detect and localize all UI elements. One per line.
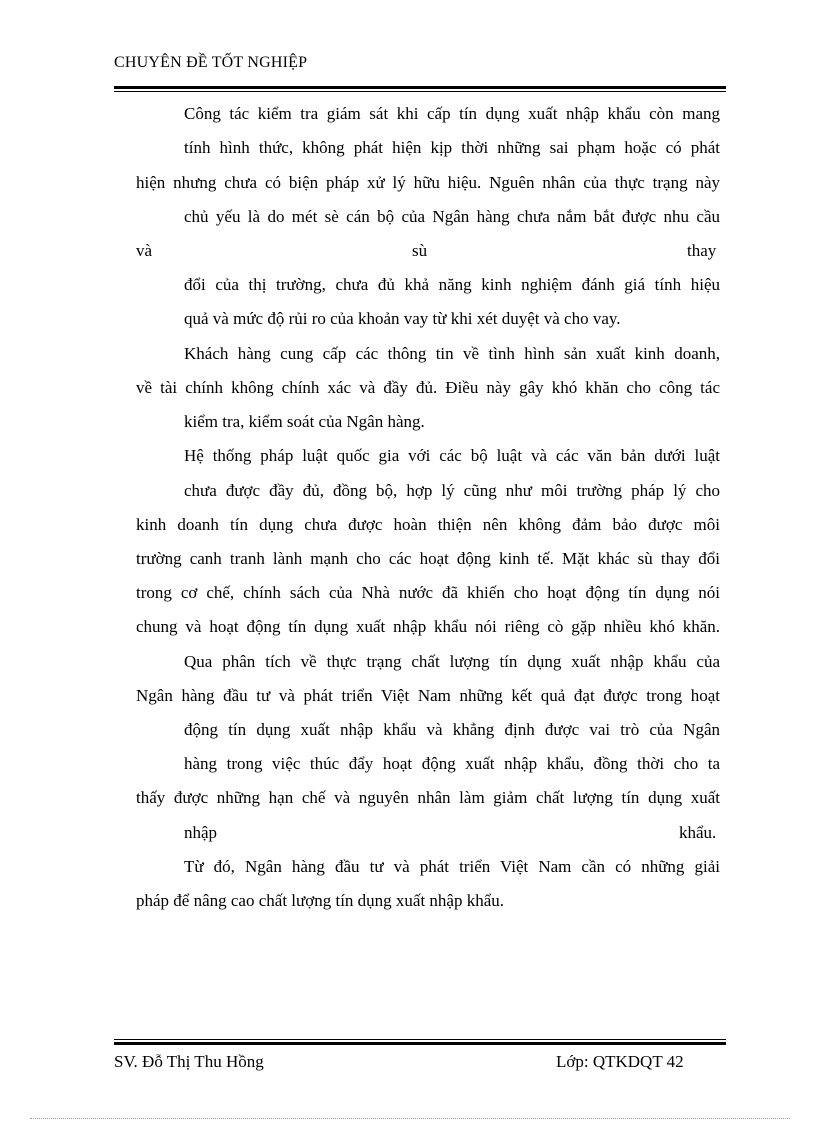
text-line: động tín dụng xuất nhập khẩu và khẳng định được vai trò của Ngân bbox=[184, 720, 720, 739]
text-line: thấy được những hạn chế và nguyên nhân làm giảm chất lượng tín dụng xuất bbox=[136, 788, 720, 807]
text-line: Ngân hàng đầu tư và phát triển Việt Nam những kết quả đạt được trong hoạt bbox=[136, 686, 720, 705]
text-line: Qua phân tích về thực trạng chất lượng tín dụng xuất nhập khẩu của bbox=[184, 652, 720, 671]
text-line: quả và mức độ rủi ro của khoản vay từ khi xét duyệt và cho vay. bbox=[184, 309, 621, 328]
footer-class: Lớp: QTKDQT 42 bbox=[556, 1052, 684, 1071]
page-edge-divider bbox=[30, 1118, 790, 1119]
text-line: đổi của thị trường, chưa đủ khả năng kinh nghiệm đánh giá tính hiệu bbox=[184, 275, 720, 294]
text-line: chưa được đầy đủ, đồng bộ, hợp lý cũng như môi trường pháp lý cho bbox=[184, 481, 720, 500]
footer-student-name: SV. Đỗ Thị Thu Hồng bbox=[114, 1052, 264, 1071]
text-line: hàng trong việc thúc đẩy hoạt động xuất nhập khẩu, đồng thời cho ta bbox=[184, 754, 720, 773]
text-line: và bbox=[136, 241, 153, 260]
text-line: kinh doanh tín dụng chưa được hoàn thiện nên không đảm bảo được môi bbox=[136, 515, 720, 534]
text-line: pháp để nâng cao chất lượng tín dụng xuất nhập khẩu. bbox=[136, 891, 505, 910]
text-line: Hệ thống pháp luật quốc gia với các bộ luật và các văn bản dưới luật bbox=[184, 446, 720, 465]
text-line: trường canh tranh lành mạnh cho các hoạt động kinh tế. Mặt khác sù thay đổi bbox=[136, 549, 720, 568]
text-line: nhập bbox=[184, 823, 218, 842]
text-line: Từ đó, Ngân hàng đầu tư và phát triển Việt Nam cần có những giải bbox=[184, 857, 720, 876]
text-line: chung và hoạt động tín dụng xuất nhập khẩu nói riêng cò gặp nhiều khó khăn. bbox=[136, 617, 720, 636]
footer-rule bbox=[114, 1039, 726, 1045]
text-line: kiểm tra, kiểm soát của Ngân hàng. bbox=[184, 412, 425, 431]
header-rule bbox=[114, 86, 726, 92]
text-line: Khách hàng cung cấp các thông tin về tình hình sản xuất kinh doanh, bbox=[184, 344, 720, 363]
text-line: sù bbox=[412, 241, 428, 260]
text-line: hiện nhưng chưa có biện pháp xử lý hữu hiệu. Nguên nhân của thực trạng này bbox=[136, 173, 720, 192]
text-line: tính hình thức, không phát hiện kịp thời những sai phạm hoặc có phát bbox=[184, 138, 720, 157]
text-line: Công tác kiểm tra giám sát khi cấp tín dụng xuất nhập khẩu còn mang bbox=[184, 104, 720, 123]
text-line: trong cơ chế, chính sách của Nhà nước đã khiến cho hoạt động tín dụng nói bbox=[136, 583, 720, 602]
text-line: về tài chính không chính xác và đầy đủ. Điều này gây khó khăn cho công tác bbox=[136, 378, 720, 397]
document-header-title: CHUYÊN ĐỀ TỐT NGHIỆP bbox=[114, 54, 308, 71]
text-line: khẩu. bbox=[679, 823, 717, 842]
text-line: chủ yếu là do mét sè cán bộ của Ngân hàng chưa nắm bắt được nhu cầu bbox=[184, 207, 720, 226]
text-line: thay bbox=[687, 241, 717, 260]
